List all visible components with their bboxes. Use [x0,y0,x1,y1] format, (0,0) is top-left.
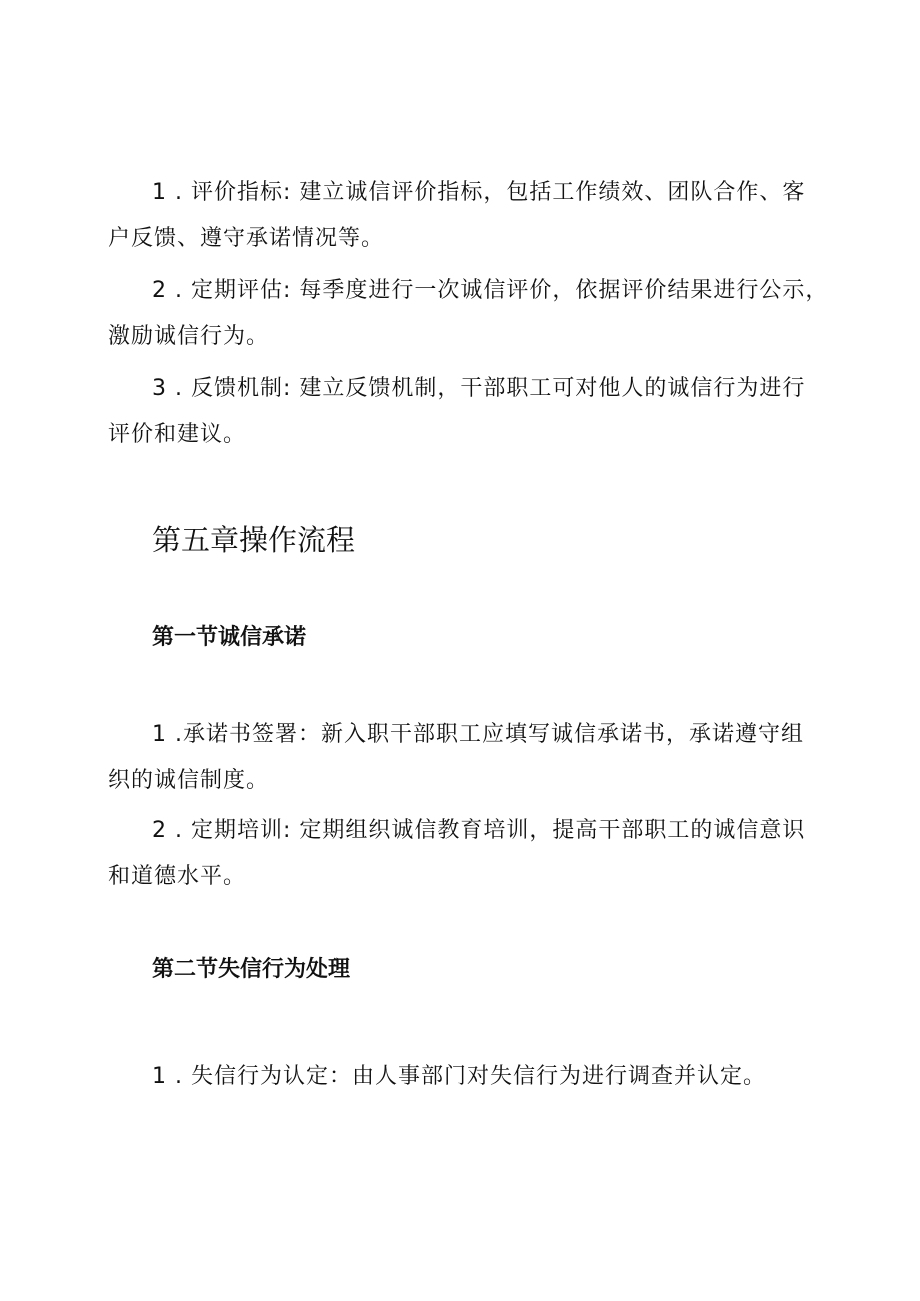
list-item-dishonesty-determination [152,1054,812,1100]
section-title-integrity-commitment: 第一节诚信承诺 [152,625,307,650]
section-title-dishonesty-handling: 第二节失信行为处理 [152,957,351,982]
list-item-periodic-evaluation [108,268,829,360]
list-item-line: 户反馈、遵守承诺情况等。 [108,226,385,251]
list-item-line: 2 . 定期培训: 定期组织诚信教育培训，提高干部职工的诚信意识 [152,818,806,843]
list-item-line: 和道德水平。 [108,864,247,889]
list-item-line: 1 . 评价指标: 建立诚信评价指标，包括工作绩效、团队合作、客 [152,180,806,205]
list-item-line: 评价和建议。 [108,422,247,447]
list-item-line: 1 . 失信行为认定：由人事部门对失信行为进行调查并认定。 [152,1064,766,1089]
list-item-feedback-mechanism [108,366,812,458]
list-item-evaluation-indicators [108,170,812,262]
list-item-line: 2 . 定期评估: 每季度进行一次诚信评价，依据评价结果进行公示， [152,278,829,303]
list-item-commitment-signing [108,712,812,804]
chapter-title: 第五章操作流程 [152,523,356,557]
list-item-line: 织的诚信制度。 [108,768,270,793]
list-item-line: 3 . 反馈机制: 建立反馈机制，干部职工可对他人的诚信行为进行 [152,376,806,401]
list-item-line: 1 .承诺书签署：新入职干部职工应填写诚信承诺书，承诺遵守组 [152,722,804,747]
list-item-periodic-training [108,808,812,900]
list-item-line: 激励诚信行为。 [108,324,270,349]
